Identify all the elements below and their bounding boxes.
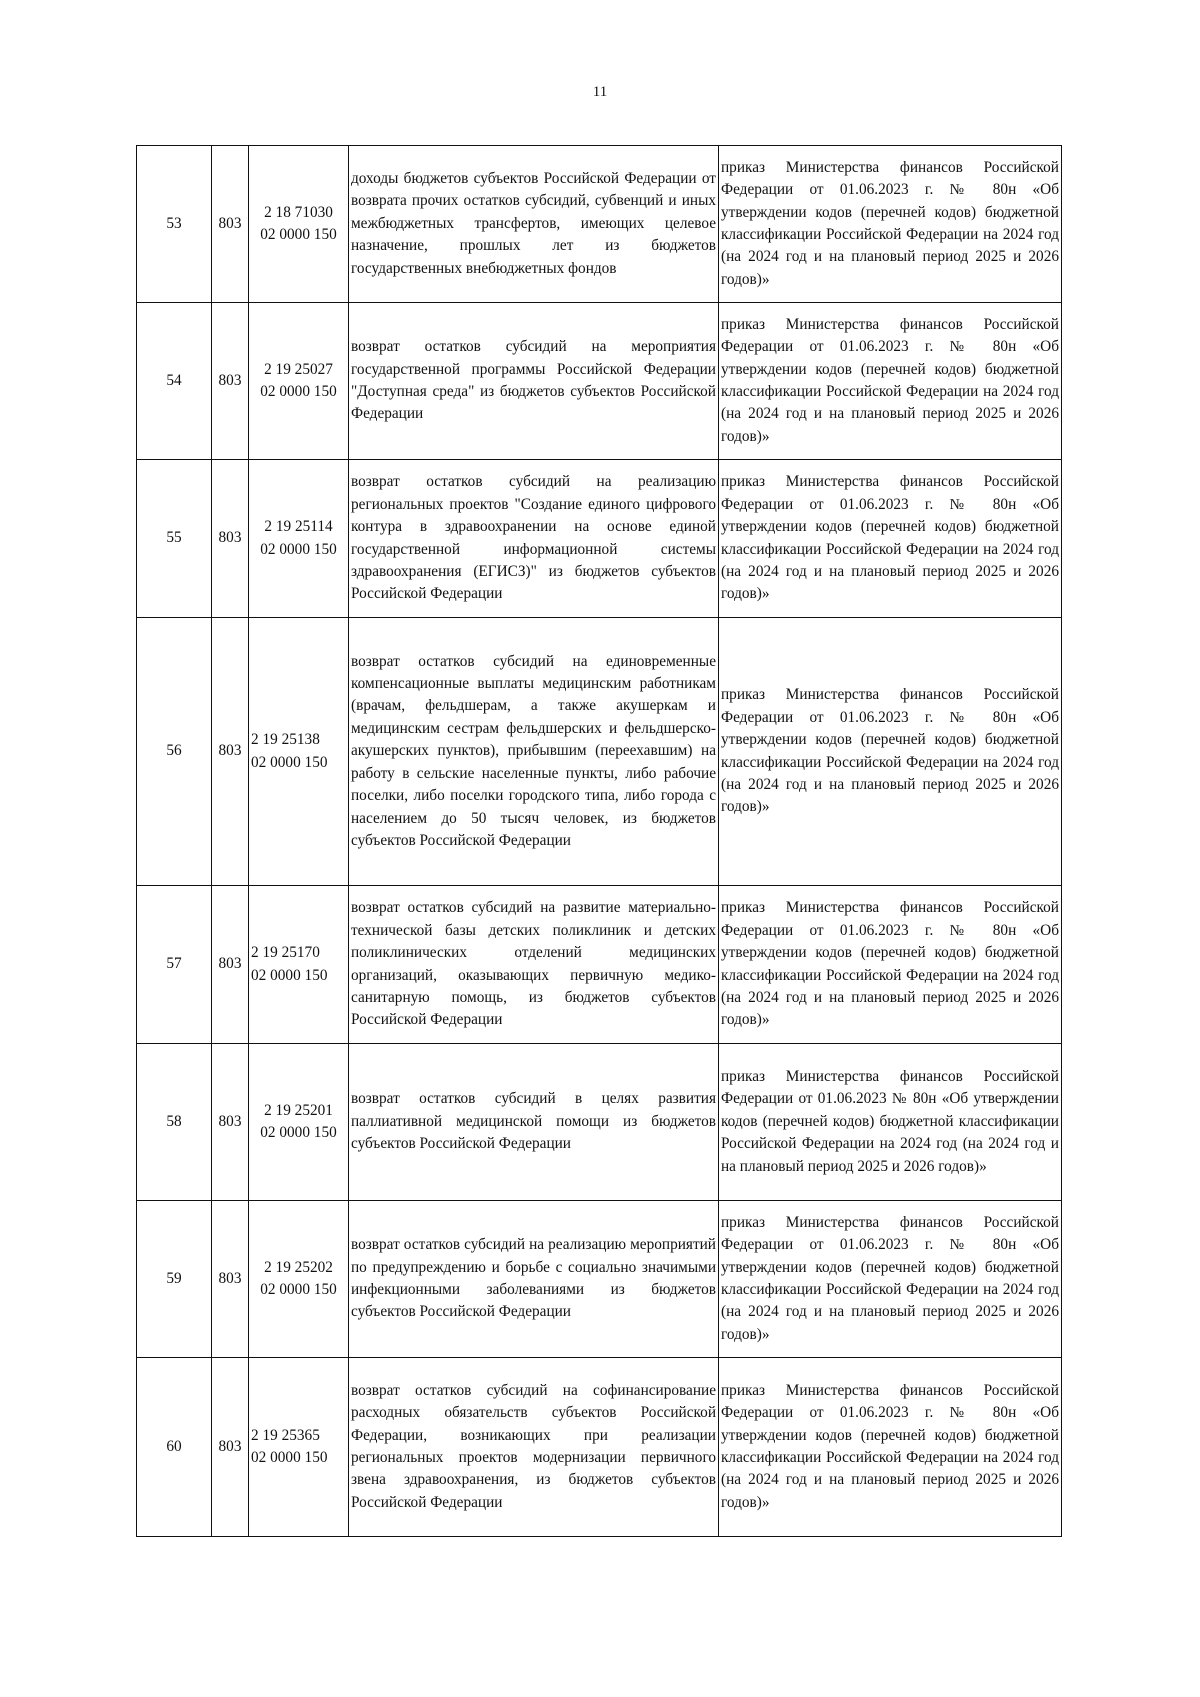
budget-code-line: 02 0000 150 — [251, 1449, 328, 1466]
budget-code — [249, 1044, 349, 1201]
legal-basis: приказ Министерства финансов Российской Федерации от 01.06.2023 г. № 80н «Об утверждении кодов (перечней кодов) бюджетной классификации Российской Федерации на 2024 год (на 2024 год и на плановый период 2025 и 2026 годов)» — [719, 303, 1062, 460]
budget-code — [249, 146, 349, 303]
admin-code: 803 — [212, 618, 249, 886]
row-number: 53 — [137, 146, 212, 303]
row-number: 59 — [137, 1201, 212, 1358]
legal-basis: приказ Министерства финансов Российской Федерации от 01.06.2023 г. № 80н «Об утверждении кодов (перечней кодов) бюджетной классификации Российской Федерации на 2024 год (на 2024 год и на плановый период 2025 и 2026 годов)» — [719, 886, 1062, 1044]
table-row — [137, 618, 1062, 886]
admin-code: 803 — [212, 303, 249, 460]
legal-basis: приказ Министерства финансов Российской Федерации от 01.06.2023 № 80н «Об утверждении кодов (перечней кодов) бюджетной классификации Российской Федерации на 2024 год (на 2024 год и на плановый период 2025 и 2026 годов)» — [719, 1044, 1062, 1201]
admin-code: 803 — [212, 886, 249, 1044]
budget-code-line: 02 0000 150 — [251, 966, 328, 984]
budget-code-line: 02 0000 150 — [260, 1281, 337, 1298]
budget-code-line: 02 0000 150 — [260, 226, 337, 243]
row-number: 55 — [137, 460, 212, 618]
budget-code-line: 2 19 25365 — [251, 1426, 320, 1444]
legal-basis: приказ Министерства финансов Российской Федерации от 01.06.2023 г. № 80н «Об утверждении кодов (перечней кодов) бюджетной классификации Российской Федерации на 2024 год (на 2024 год и на плановый период 2025 и 2026 годов)» — [719, 618, 1062, 886]
admin-code: 803 — [212, 1044, 249, 1201]
budget-code-line: 02 0000 150 — [251, 753, 328, 771]
budget-code-table — [136, 145, 1062, 1537]
budget-code-line: 02 0000 150 — [260, 383, 337, 400]
admin-code: 803 — [212, 1358, 249, 1537]
income-description: возврат остатков субсидий на мероприятия государственной программы Российской Федерации "Доступная среда" из бюджетов субъектов Российской Федерации — [349, 303, 719, 460]
budget-code-line: 2 18 71030 — [264, 203, 333, 221]
table-row — [137, 146, 1062, 303]
budget-code — [249, 303, 349, 460]
admin-code: 803 — [212, 460, 249, 618]
budget-code-line: 2 19 25201 — [264, 1101, 333, 1119]
row-number: 58 — [137, 1044, 212, 1201]
income-description: возврат остатков субсидий в целях развития паллиативной медицинской помощи из бюджетов субъектов Российской Федерации — [349, 1044, 719, 1201]
budget-code-line: 2 19 25138 — [251, 731, 320, 749]
budget-code-line: 02 0000 150 — [260, 1124, 337, 1141]
budget-code — [249, 886, 349, 1044]
table-row — [137, 1358, 1062, 1537]
table-row — [137, 1201, 1062, 1358]
table-row — [137, 303, 1062, 460]
row-number: 54 — [137, 303, 212, 460]
budget-code-line: 02 0000 150 — [260, 540, 337, 558]
budget-code — [249, 460, 349, 618]
income-description: доходы бюджетов субъектов Российской Федерации от возврата прочих остатков субсидий, субвенций и иных межбюджетных трансфертов, имеющих целевое назначение, прошлых лет из бюджетов государственных внебюджетных фондов — [349, 146, 719, 303]
table-row — [137, 460, 1062, 618]
table-row — [137, 1044, 1062, 1201]
budget-code-line: 2 19 25170 — [251, 944, 320, 962]
row-number: 57 — [137, 886, 212, 1044]
budget-code — [249, 618, 349, 886]
budget-code — [249, 1201, 349, 1358]
row-number: 60 — [137, 1358, 212, 1537]
budget-code — [249, 1358, 349, 1537]
table-row — [137, 886, 1062, 1044]
income-description: возврат остатков субсидий на единовременные компенсационные выплаты медицинским работникам (врачам, фельдшерам, а также акушеркам и медицинским сестрам фельдшерских и фельдшерско-акушерских пунктов), прибывшим (переехавшим) на работу в сельские населенные пункты, либо рабочие поселки, либо поселки городского типа, либо города с населением до 50 тысяч человек, из бюджетов субъектов Российской Федерации — [349, 618, 719, 886]
legal-basis: приказ Министерства финансов Российской Федерации от 01.06.2023 г. № 80н «Об утверждении кодов (перечней кодов) бюджетной классификации Российской Федерации на 2024 год (на 2024 год и на плановый период 2025 и 2026 годов)» — [719, 1201, 1062, 1358]
admin-code: 803 — [212, 146, 249, 303]
row-number: 56 — [137, 618, 212, 886]
legal-basis: приказ Министерства финансов Российской Федерации от 01.06.2023 г. № 80н «Об утверждении кодов (перечней кодов) бюджетной классификации Российской Федерации на 2024 год (на 2024 год и на плановый период 2025 и 2026 годов)» — [719, 460, 1062, 618]
income-description: возврат остатков субсидий на реализацию региональных проектов "Создание единого цифрового контура в здравоохранении на основе единой государственной информационной системы здравоохранения (ЕГИСЗ)" из бюджетов субъектов Российской Федерации — [349, 460, 719, 618]
income-description: возврат остатков субсидий на реализацию мероприятий по предупреждению и борьбе с социально значимыми инфекционными заболеваниями из бюджетов субъектов Российской Федерации — [349, 1201, 719, 1358]
budget-code-line: 2 19 25027 — [264, 360, 333, 378]
page-number: 11 — [592, 84, 608, 100]
admin-code: 803 — [212, 1201, 249, 1358]
budget-code-line: 2 19 25114 — [264, 518, 333, 536]
income-description: возврат остатков субсидий на софинансирование расходных обязательств субъектов Российской Федерации, возникающих при реализации региональных проектов модернизации первичного звена здравоохранения, из бюджетов субъектов Российской Федерации — [349, 1358, 719, 1537]
budget-code-line: 2 19 25202 — [264, 1258, 333, 1276]
legal-basis: приказ Министерства финансов Российской Федерации от 01.06.2023 г. № 80н «Об утверждении кодов (перечней кодов) бюджетной классификации Российской Федерации на 2024 год (на 2024 год и на плановый период 2025 и 2026 годов)» — [719, 146, 1062, 303]
legal-basis: приказ Министерства финансов Российской Федерации от 01.06.2023 г. № 80н «Об утверждении кодов (перечней кодов) бюджетной классификации Российской Федерации на 2024 год (на 2024 год и на плановый период 2025 и 2026 годов)» — [719, 1358, 1062, 1537]
income-description: возврат остатков субсидий на развитие материально-технической базы детских поликлиник и детских поликлинических отделений медицинских организаций, оказывающих первичную медико-санитарную помощь, из бюджетов субъектов Российской Федерации — [349, 886, 719, 1044]
